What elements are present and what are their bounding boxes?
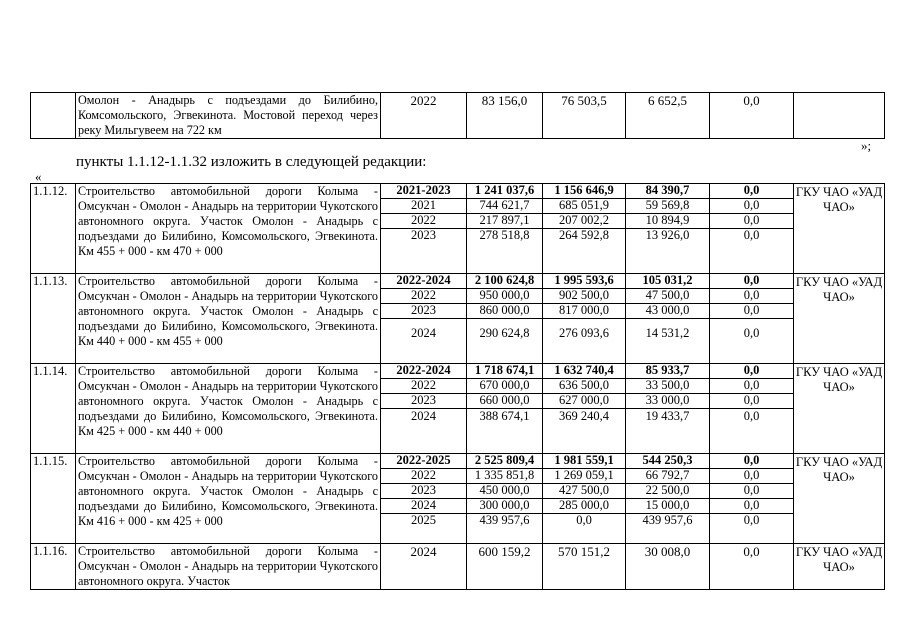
c3-cell [626, 454, 710, 544]
close-quote: »; [861, 138, 872, 153]
value: 450 000,0 [467, 484, 542, 499]
row-code: 1.1.12. [31, 184, 76, 274]
value: 0,0 [743, 409, 760, 423]
total-cell [467, 364, 543, 454]
value: 2 100 624,8 [467, 274, 542, 289]
total-cell [467, 184, 543, 274]
value: 817 000,0 [543, 304, 625, 319]
value: 0,0 [710, 544, 794, 590]
c2-cell [543, 364, 626, 454]
value: 43 000,0 [626, 304, 709, 319]
value: 1 632 740,4 [543, 364, 625, 379]
year: 2022 [381, 289, 466, 304]
row-description: Строительство автомобильной дороги Колыма - Омсукчан - Омолон - Анадырь на территории Чукотского автономного округа. Участок Омолон - Анадырь с подъездами до Билибино, Комсомольского, Эгвекинота. Км 440 + 000 - км 455 + 000 [76, 274, 381, 364]
year-cell [381, 274, 467, 364]
top-table [30, 92, 885, 139]
value: 902 500,0 [543, 289, 625, 304]
top-row-code [31, 93, 76, 139]
value: 300 000,0 [467, 499, 542, 514]
top-row-org [794, 93, 885, 139]
value: 860 000,0 [467, 304, 542, 319]
period-total: 2022-2025 [381, 454, 466, 469]
value: 600 159,2 [467, 544, 543, 590]
value: 660 000,0 [467, 394, 542, 409]
value: 13 926,0 [645, 228, 690, 242]
value: 1 995 593,6 [543, 274, 625, 289]
org-cell: ГКУ ЧАО «УАД ЧАО» [794, 454, 885, 544]
year: 2024 [411, 409, 436, 423]
c3-cell [626, 364, 710, 454]
year-cell [381, 454, 467, 544]
value: 1 718 674,1 [467, 364, 542, 379]
value: 0,0 [743, 326, 760, 340]
year-cell [381, 364, 467, 454]
row-description: Строительство автомобильной дороги Колыма - Омсукчан - Омолон - Анадырь на территории Чукотского автономного округа. Участок [76, 544, 381, 590]
value: 0,0 [710, 274, 793, 289]
value: 217 897,1 [467, 214, 542, 229]
table-row [31, 364, 885, 454]
value: 14 531,2 [645, 326, 690, 340]
value: 1 335 851,8 [467, 469, 542, 484]
row-description: Строительство автомобильной дороги Колыма - Омсукчан - Омолон - Анадырь на территории Чукотского автономного округа. Участок Омолон - Анадырь с подъездами до Билибино, Комсомольского, Эгвекинота. Км 416 + 000 - км 425 + 000 [76, 454, 381, 544]
value: 19 433,7 [645, 409, 690, 423]
value: 0,0 [710, 454, 793, 469]
period-total: 2022-2024 [381, 364, 466, 379]
year: 2022 [381, 379, 466, 394]
value: 0,0 [710, 394, 793, 409]
value: 15 000,0 [626, 499, 709, 514]
org-cell: ГКУ ЧАО «УАД ЧАО» [794, 364, 885, 454]
table-row [31, 454, 885, 544]
value: 427 500,0 [543, 484, 625, 499]
value: 2 525 809,4 [467, 454, 542, 469]
value: 627 000,0 [543, 394, 625, 409]
row-code: 1.1.14. [31, 364, 76, 454]
period-total: 2022-2024 [381, 274, 466, 289]
value: 544 250,3 [626, 454, 709, 469]
year: 2024 [411, 326, 436, 340]
value: 670 000,0 [467, 379, 542, 394]
value: 0,0 [743, 513, 760, 527]
value: 1 241 037,6 [467, 184, 542, 199]
value: 207 002,2 [543, 214, 625, 229]
open-quote: « [35, 169, 42, 184]
year: 2022 [381, 214, 466, 229]
value: 47 500,0 [626, 289, 709, 304]
value: 685 051,9 [543, 199, 625, 214]
org-cell: ГКУ ЧАО «УАД ЧАО» [794, 274, 885, 364]
value: 276 093,6 [559, 326, 609, 340]
top-row-total: 83 156,0 [467, 93, 543, 139]
c4-cell [710, 454, 794, 544]
c3-cell [626, 184, 710, 274]
row-code: 1.1.16. [31, 544, 76, 590]
value: 84 390,7 [626, 184, 709, 199]
value: 439 957,6 [642, 513, 693, 527]
value: 0,0 [743, 228, 760, 242]
value: 105 031,2 [626, 274, 709, 289]
value: 1 156 646,9 [543, 184, 625, 199]
value: 85 933,7 [626, 364, 709, 379]
top-row-v2: 76 503,5 [543, 93, 626, 139]
c2-cell [543, 454, 626, 544]
period-total: 2021-2023 [381, 184, 466, 199]
year-cell [381, 184, 467, 274]
year: 2023 [381, 394, 466, 409]
row-code: 1.1.13. [31, 274, 76, 364]
value: 0,0 [710, 199, 793, 214]
c4-cell [710, 184, 794, 274]
value: 0,0 [710, 304, 793, 319]
row-code: 1.1.15. [31, 454, 76, 544]
c2-cell [543, 274, 626, 364]
value: 570 151,2 [543, 544, 626, 590]
value: 33 500,0 [626, 379, 709, 394]
instruction-text: пункты 1.1.12-1.1.32 изложить в следующей редакции: [76, 154, 427, 170]
c4-cell [710, 274, 794, 364]
c2-cell [543, 184, 626, 274]
value: 0,0 [710, 184, 793, 199]
org-cell: ГКУ ЧАО «УАД ЧАО» [794, 184, 885, 274]
table-row [31, 184, 885, 274]
value: 66 792,7 [626, 469, 709, 484]
value: 59 569,8 [626, 199, 709, 214]
value: 0,0 [710, 214, 793, 229]
year: 2024 [381, 499, 466, 514]
value: 10 894,9 [626, 214, 709, 229]
value: 1 269 059,1 [543, 469, 625, 484]
value: 636 500,0 [543, 379, 625, 394]
year: 2024 [381, 544, 467, 590]
top-row-v3: 6 652,5 [626, 93, 710, 139]
year: 2022 [381, 469, 466, 484]
year: 2023 [381, 304, 466, 319]
value: 1 981 559,1 [543, 454, 625, 469]
total-cell [467, 454, 543, 544]
value: 0,0 [710, 364, 793, 379]
value: 285 000,0 [543, 499, 625, 514]
value: 388 674,1 [479, 409, 530, 423]
c4-cell [710, 364, 794, 454]
main-table [30, 183, 885, 590]
value: 744 621,7 [467, 199, 542, 214]
value: 0,0 [576, 513, 592, 527]
row-description: Строительство автомобильной дороги Колыма - Омсукчан - Омолон - Анадырь на территории Чукотского автономного округа. Участок Омолон - Анадырь с подъездами до Билибино, Комсомольского, Эгвекинота. Км 455 + 000 - км 470 + 000 [76, 184, 381, 274]
year: 2021 [381, 199, 466, 214]
value: 0,0 [710, 289, 793, 304]
year: 2023 [381, 484, 466, 499]
top-row-year: 2022 [381, 93, 467, 139]
value: 950 000,0 [467, 289, 542, 304]
table-row [31, 274, 885, 364]
top-row-description: Омолон - Анадырь с подъездами до Билибино, Комсомольского, Эгвекинота. Мостовой переход через реку Мильгувеем на 722 км [76, 93, 381, 139]
c3-cell [626, 274, 710, 364]
year: 2025 [411, 513, 436, 527]
row-description: Строительство автомобильной дороги Колыма - Омсукчан - Омолон - Анадырь на территории Чукотского автономного округа. Участок Омолон - Анадырь с подъездами до Билибино, Комсомольского, Эгвекинота. Км 425 + 000 - км 440 + 000 [76, 364, 381, 454]
table-row [31, 544, 885, 590]
value: 30 008,0 [626, 544, 710, 590]
value: 290 624,8 [479, 326, 530, 340]
value: 439 957,6 [479, 513, 530, 527]
top-row-v4: 0,0 [710, 93, 794, 139]
value: 33 000,0 [626, 394, 709, 409]
value: 0,0 [710, 469, 793, 484]
org-cell: ГКУ ЧАО «УАД ЧАО» [794, 544, 885, 590]
value: 278 518,8 [479, 228, 530, 242]
value: 369 240,4 [559, 409, 609, 423]
value: 0,0 [710, 484, 793, 499]
value: 0,0 [710, 379, 793, 394]
value: 0,0 [710, 499, 793, 514]
year: 2023 [411, 228, 436, 242]
total-cell [467, 274, 543, 364]
value: 264 592,8 [559, 228, 609, 242]
value: 22 500,0 [626, 484, 709, 499]
